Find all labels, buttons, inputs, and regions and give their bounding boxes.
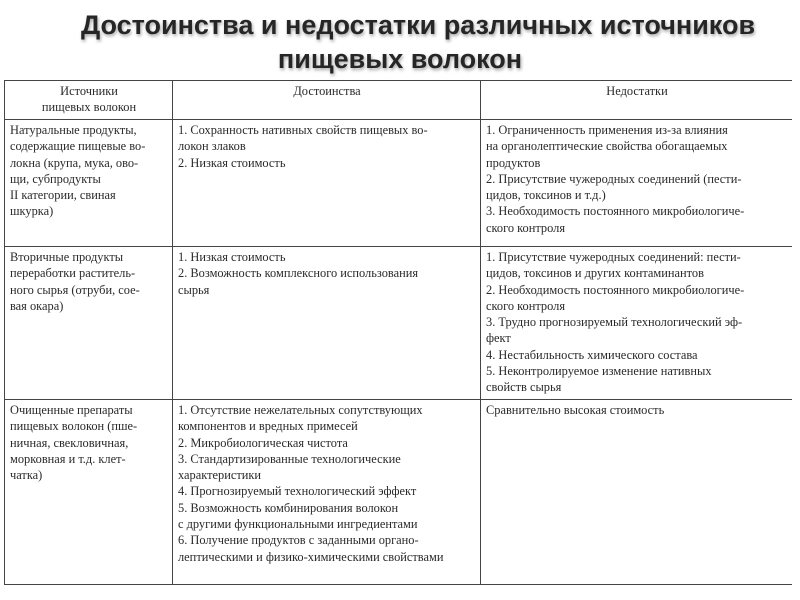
cell-line: 1. Присутствие чужеродных соединений: пести-	[486, 250, 741, 264]
header-disadvantages: Недостатки	[481, 81, 793, 120]
cell-line: ского контроля	[486, 220, 566, 235]
cell-line: 5. Неконтролируемое изменение нативных	[486, 364, 712, 379]
cell-line: 4. Прогнозируемый технологический эффект	[178, 484, 417, 499]
header-source	[5, 81, 173, 120]
table-row	[5, 120, 793, 247]
cell-line: характеристики	[178, 468, 262, 483]
cell-line: II категории, свиная	[10, 188, 116, 203]
cell-line: 2. Микробиологическая чистота	[178, 435, 348, 450]
cell-line: морковная и т.д. клет-	[10, 451, 126, 466]
cell-line: переработки раститель-	[10, 266, 136, 281]
cell-line: пищевых волокон (пше-	[10, 419, 138, 434]
cell-line: содержащие пищевые во-	[10, 139, 146, 154]
cell-disadvantages	[481, 400, 793, 585]
cell-line: шкурка)	[10, 204, 54, 219]
cell-line: компонентов и вредных примесей	[178, 419, 358, 434]
cell-disadvantages	[481, 120, 793, 247]
cell-disadvantages	[481, 247, 793, 400]
cell-line: 2. Возможность комплексного использования	[178, 266, 419, 281]
cell-line: щи, субпродукты	[10, 171, 101, 186]
cell-advantages	[173, 120, 481, 247]
cell-line: цидов, токсинов и т.д.)	[486, 188, 606, 203]
cell-line: 3. Стандартизированные технологические	[178, 451, 401, 466]
table-row	[5, 400, 793, 585]
cell-line: с другими функциональными ингредиентами	[178, 517, 418, 532]
cell-line: 3. Трудно прогнозируемый технологический эф-	[486, 315, 743, 330]
cell-source	[5, 400, 173, 585]
cell-line: Вторичные продукты	[10, 250, 124, 264]
cell-line: чатка)	[10, 468, 43, 483]
cell-line: локна (крупа, мука, ово-	[10, 155, 139, 170]
cell-line: ского контроля	[486, 298, 566, 313]
cell-advantages	[173, 247, 481, 400]
cell-line: локон злаков	[178, 139, 246, 154]
table-header-row	[5, 81, 793, 120]
cell-source	[5, 120, 173, 247]
cell-line: 6. Получение продуктов с заданными органо-	[178, 533, 419, 548]
cell-line: продуктов	[486, 155, 541, 170]
slide-title	[0, 8, 800, 76]
cell-line: 5. Возможность комбинирования волокон	[178, 500, 399, 515]
cell-line: 1. Отсутствие нежелательных сопутствующих	[178, 403, 423, 417]
cell-line: 2. Необходимость постоянного микробиологиче-	[486, 282, 745, 297]
cell-line: 1. Низкая стоимость	[178, 250, 286, 264]
cell-line: на органолептические свойства обогащаемых	[486, 139, 728, 154]
slide-title-line-2: пищевых волокон	[277, 44, 523, 74]
cell-line: ного сырья (отруби, сое-	[10, 282, 140, 297]
cell-line: 1. Ограниченность применения из-за влияния	[486, 123, 728, 137]
header-advantages: Достоинства	[173, 81, 481, 120]
cell-source	[5, 247, 173, 400]
cell-line: Сравнительно высокая стоимость	[486, 403, 665, 417]
header-source-line: пищевых волокон	[41, 100, 137, 115]
cell-line: лептическими и физико-химическими свойствами	[178, 549, 444, 564]
cell-line: вая окара)	[10, 298, 64, 313]
cell-line: Натуральные продукты,	[10, 123, 137, 137]
fiber-sources-table	[4, 80, 792, 585]
table-scan	[4, 80, 792, 595]
header-source-line: Источники	[60, 84, 118, 98]
cell-line: 4. Нестабильность химического состава	[486, 347, 698, 362]
cell-line: цидов, токсинов и других контаминантов	[486, 266, 704, 281]
cell-line: 2. Присутствие чужеродных соединений (пести-	[486, 171, 742, 186]
cell-line: фект	[486, 331, 511, 346]
cell-line: 2. Низкая стоимость	[178, 155, 286, 170]
cell-line: Очищенные препараты	[10, 403, 133, 417]
cell-line: сырья	[178, 282, 210, 297]
cell-line: свойств сырья	[486, 380, 562, 395]
cell-line: ничная, свекловичная,	[10, 435, 129, 450]
slide-title-line-1: Достоинства и недостатки различных источников	[80, 10, 756, 40]
table-row	[5, 247, 793, 400]
cell-line: 3. Необходимость постоянного микробиологиче-	[486, 204, 745, 219]
cell-line: 1. Сохранность нативных свойств пищевых во-	[178, 123, 428, 137]
cell-advantages	[173, 400, 481, 585]
